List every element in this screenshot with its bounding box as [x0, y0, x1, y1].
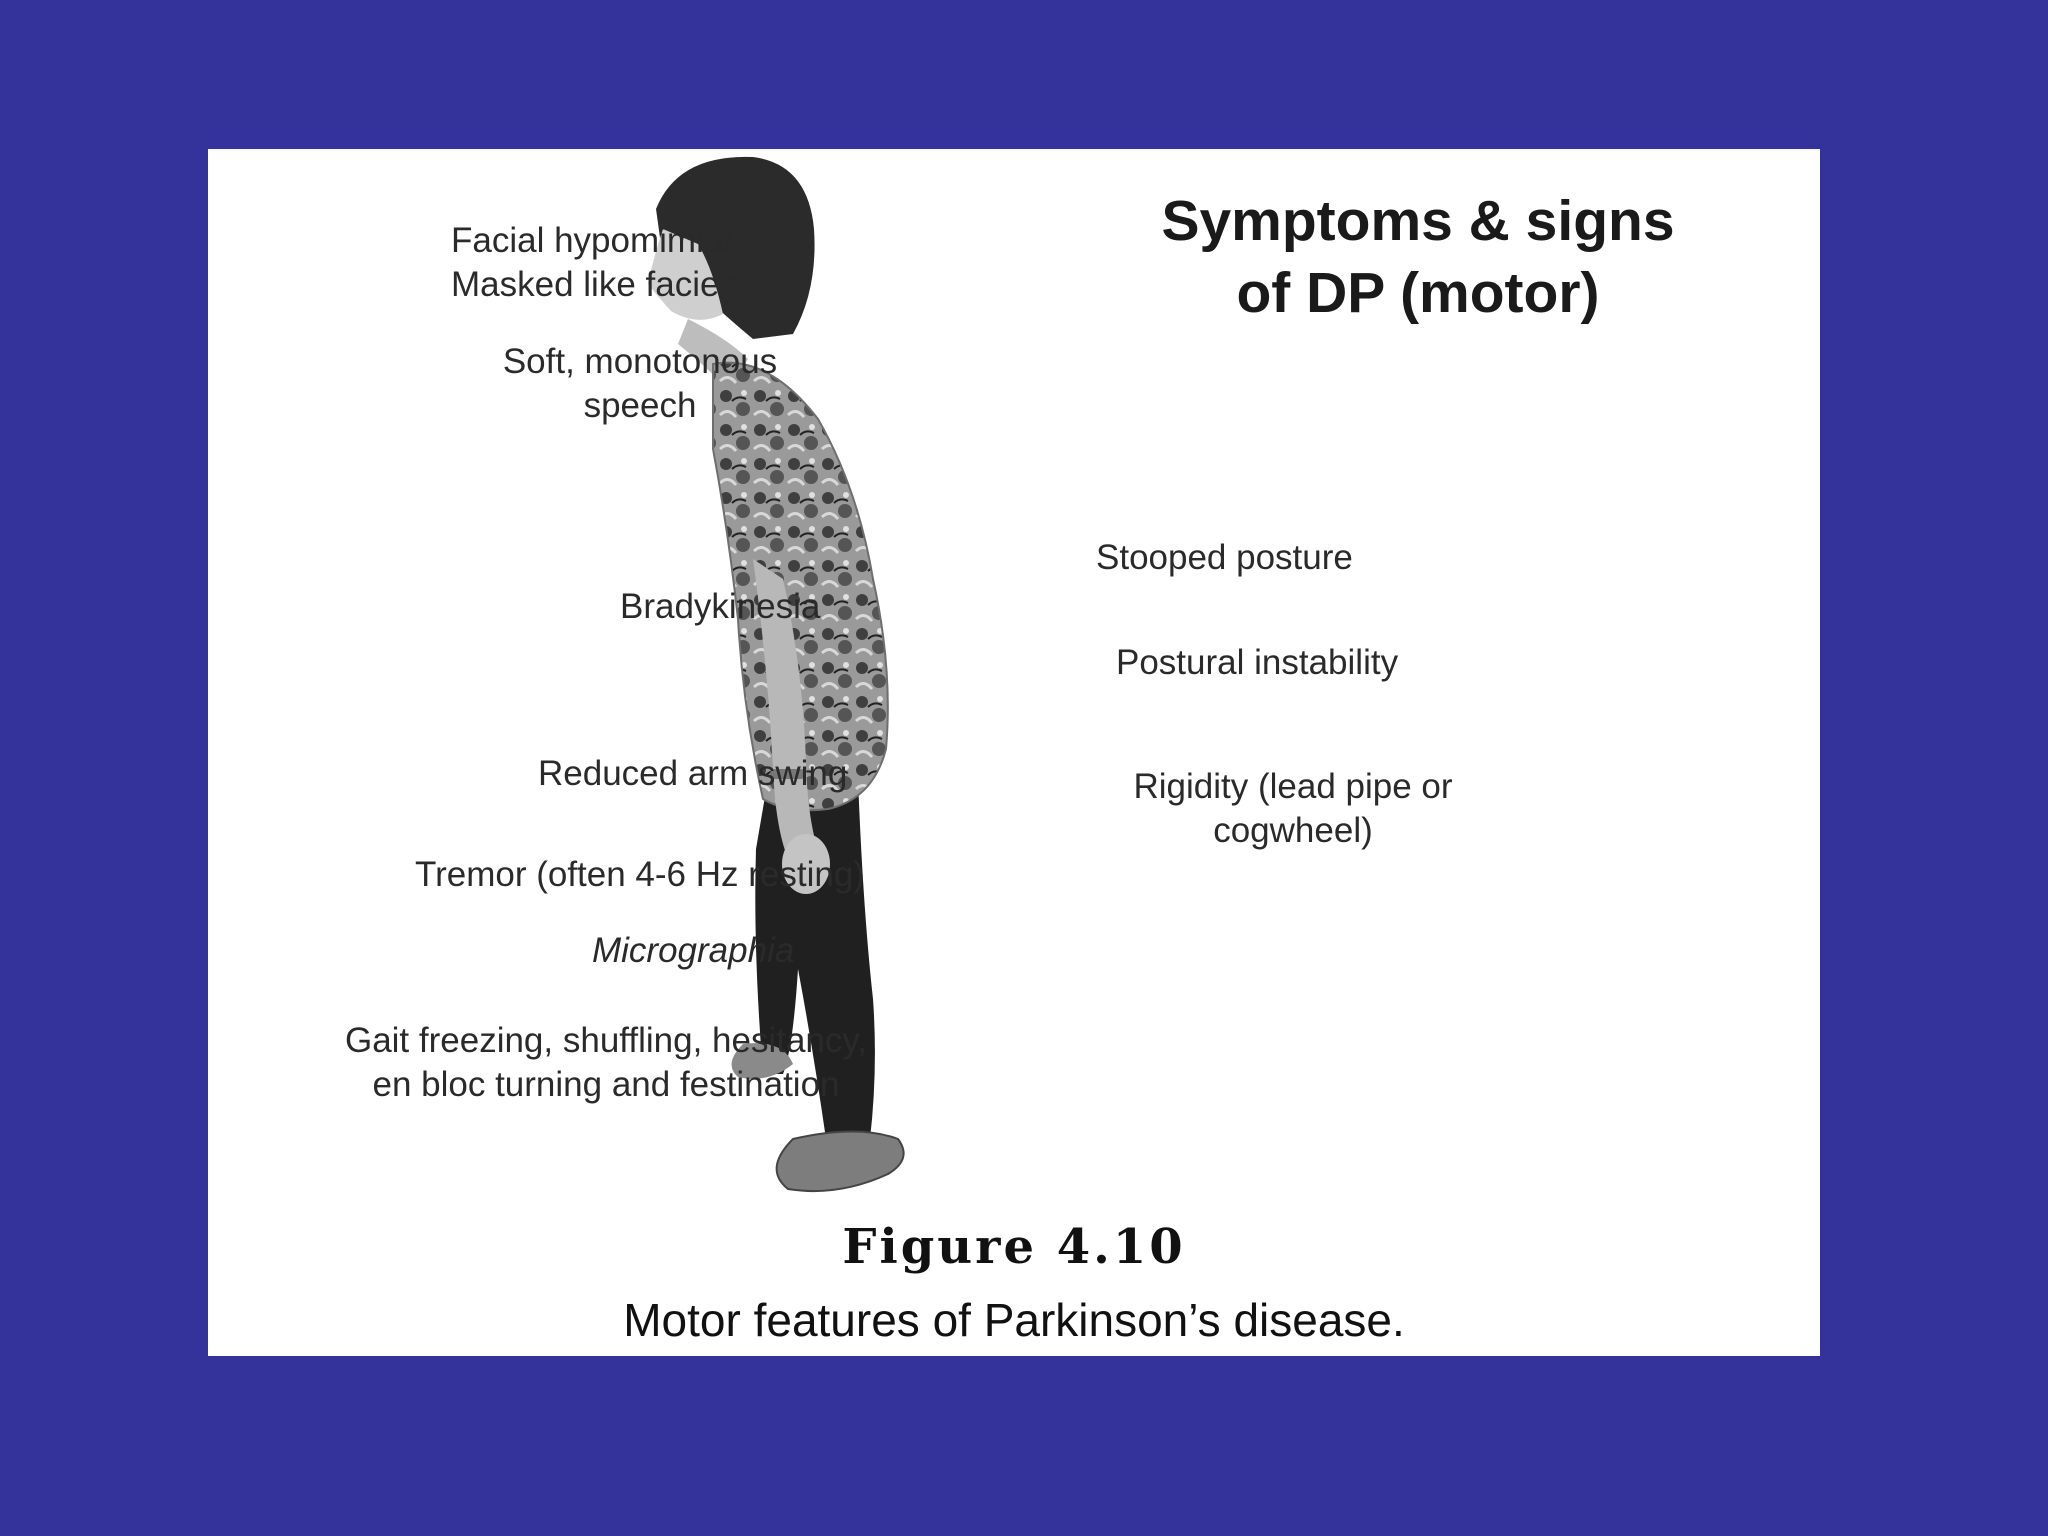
label-bradykinesia: Bradykinesia	[620, 587, 821, 626]
label-facial-hypomimia	[451, 219, 737, 307]
figure-number: Figure 4.10	[842, 1219, 1186, 1275]
label-soft-speech	[490, 340, 790, 428]
label-speech-line-2: speech	[583, 386, 697, 425]
figure-caption: Motor features of Parkinson’s disease.	[623, 1294, 1405, 1346]
label-gait-line-2: en bloc turning and festination	[372, 1065, 840, 1104]
label-speech-line-1: Soft, monotonous	[502, 342, 778, 381]
title-line-1: Symptoms & signs	[1161, 189, 1675, 253]
title-line-2: of DP (motor)	[1236, 261, 1600, 325]
figure-panel	[208, 149, 1820, 1356]
label-micrographia: Micrographia	[592, 931, 795, 970]
label-postural-instability: Postural instability	[1116, 643, 1399, 682]
front-shoe-shape	[777, 1132, 904, 1192]
label-rigidity-line-2: cogwheel)	[1213, 811, 1373, 850]
label-reduced-arm-swing: Reduced arm swing	[538, 754, 848, 793]
label-gait-line-1: Gait freezing, shuffling, hesitancy,	[344, 1021, 868, 1060]
diagram-title	[1108, 185, 1728, 329]
label-stooped-posture: Stooped posture	[1096, 538, 1353, 577]
label-facial-line-1: Facial hypomimia/	[451, 221, 734, 260]
stooped-person-photo	[208, 149, 1820, 1356]
label-tremor: Tremor (often 4-6 Hz resting)	[415, 855, 865, 894]
label-rigidity	[1108, 765, 1478, 853]
label-facial-line-2: Masked like facies	[451, 265, 737, 304]
label-gait-freezing	[326, 1019, 886, 1107]
label-rigidity-line-1: Rigidity (lead pipe or	[1133, 767, 1453, 806]
